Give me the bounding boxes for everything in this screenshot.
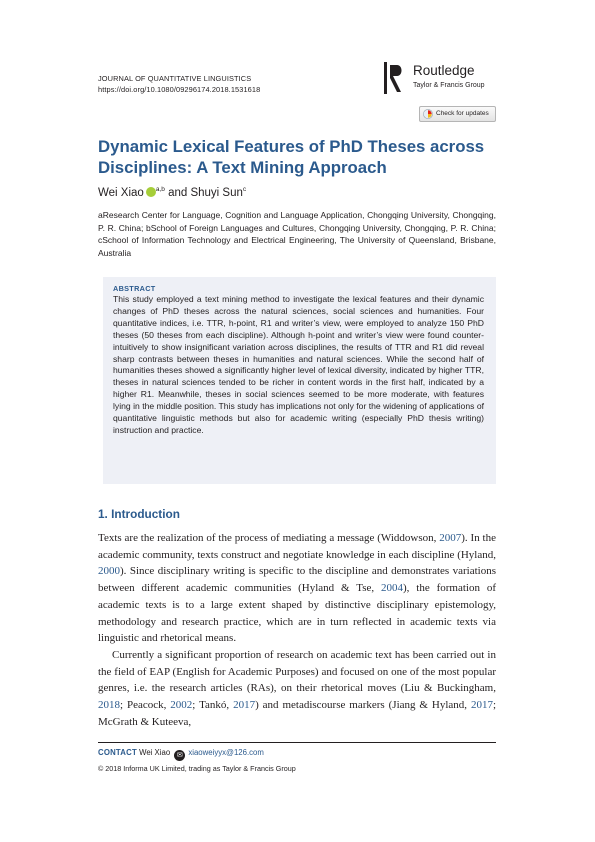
mail-icon: ✉ [174,750,185,761]
contact-line [98,748,264,761]
check-for-updates-icon [423,109,433,119]
check-for-updates-button[interactable] [419,106,496,122]
routledge-logo-icon [384,62,406,94]
publisher-brand [384,62,504,94]
journal-header [98,74,260,95]
abstract-box [103,277,496,484]
paragraph-text: ), the formation of academic texts is to a large extent shaped by distinctive disciplinary epistemology, methodology and research practice, which are in turn reflected in academic texts via linguistic and rhetorical means. [98,582,496,645]
author-line [98,183,246,200]
affiliations: aResearch Center for Language, Cognition and Language Application, Chongqing University, Chongqing, P. R. China; bSchool of Foreign Languages and Cultures, Chongqing University, Chongqing, P. R. China; cSchool of Information Technology and Electrical Engineering, The University of Queensland, Brisbane, Australia [98,210,496,258]
citation-link[interactable]: 2018 [98,699,120,712]
author-wei-xiao: Wei Xiao [98,187,144,199]
paragraph-text: ) and metadiscourse markers (Jiang & Hyland, [255,699,471,712]
citation-link[interactable]: 2007 [439,532,462,544]
paragraph-text: Currently a significant proportion of research on academic text has been carried out in the field of EAP (English for Academic Purposes) and focused on one of the most popular genres, i.e. the research articles (RAs), on their rhetorical moves (Liu & Buckingham, [98,648,496,695]
article-title: Dynamic Lexical Features of PhD Theses across Disciplines: A Text Mining Approach [98,137,485,177]
contact-name: Wei Xiao [139,748,171,757]
copyright-notice: © 2018 Informa UK Limited, trading as Taylor & Francis Group [98,764,296,773]
citation-link[interactable]: 2017 [470,699,493,712]
citation-link[interactable]: 2000 [98,565,120,578]
footer-divider [98,742,496,743]
introduction-body [98,530,496,730]
paragraph-1 [98,530,496,647]
paragraph-text: ; Peacock, [120,699,171,712]
journal-name: JOURNAL OF QUANTITATIVE LINGUISTICS [98,74,252,83]
publisher-name: Routledge [413,63,475,78]
abstract-text: This study employed a text mining method to investigate the lexical features and their dynamic changes of PhD theses across the natural sciences, social sciences and humanities. Four quantitative indices, i.e. TTR, h-point, R1 and writer’s view, were employed to analyze 150 PhD theses (50 theses from each discipline). Although h-point and writer’s view were found counter-intuitively to show insignificant variation across disciplines, the results of TTR and R1 did reveal sharp contrasts between theses in humanities and natural sciences. While the second half of humanities theses showed a significantly higher level of lexical diversity, indicated by higher TTR, theses in natural sciences tended to be richer in content words in the first half, indicated by a higher R1. Meanwhile, theses in social sciences seemed to be more moderate, with features lying in the middle position. This study has implications not only for the widening of applications of quantitative linguistic methods but also for academic writing (especially PhD thesis writing) instruction and practice. [113,294,484,435]
citation-link[interactable]: 2004 [381,582,403,595]
author-shuyi-sun: Shuyi Sun [190,187,243,199]
paragraph-text: ). In the academic community, texts construct and negotiate knowledge in each discipline (Hyland, [98,532,496,561]
citation-link[interactable]: 2002 [170,699,193,712]
contact-email-link[interactable]: xiaoweiyyx@126.com [188,748,264,757]
section-heading-introduction: 1. Introduction [98,507,180,521]
author1-affiliation-marker: a,b [155,186,165,193]
author-conjunction: and [168,187,188,199]
citation-link[interactable]: 2017 [233,699,256,712]
publisher-subtitle: Taylor & Francis Group [413,82,485,89]
author2-affiliation-marker: c [242,186,247,193]
paragraph-text: ; McGrath & Kuteeva, [98,699,497,728]
paragraph-text: ). Since disciplinary writing is specific to the discipline and demonstrates variations between different academic communities (Hyland & Tse, [98,565,496,595]
orcid-icon[interactable] [146,187,156,197]
check-for-updates-label: Check for updates [436,110,489,117]
doi-link[interactable]: https://doi.org/10.1080/09296174.2018.1531618 [98,84,261,94]
contact-label: CONTACT [98,748,137,757]
paragraph-text: Texts are the realization of the process of mediating a message (Widdowson, [98,532,440,544]
abstract-heading: ABSTRACT [113,284,156,293]
paragraph-2 [98,647,496,731]
paragraph-text: ; Tankó, [192,699,234,712]
